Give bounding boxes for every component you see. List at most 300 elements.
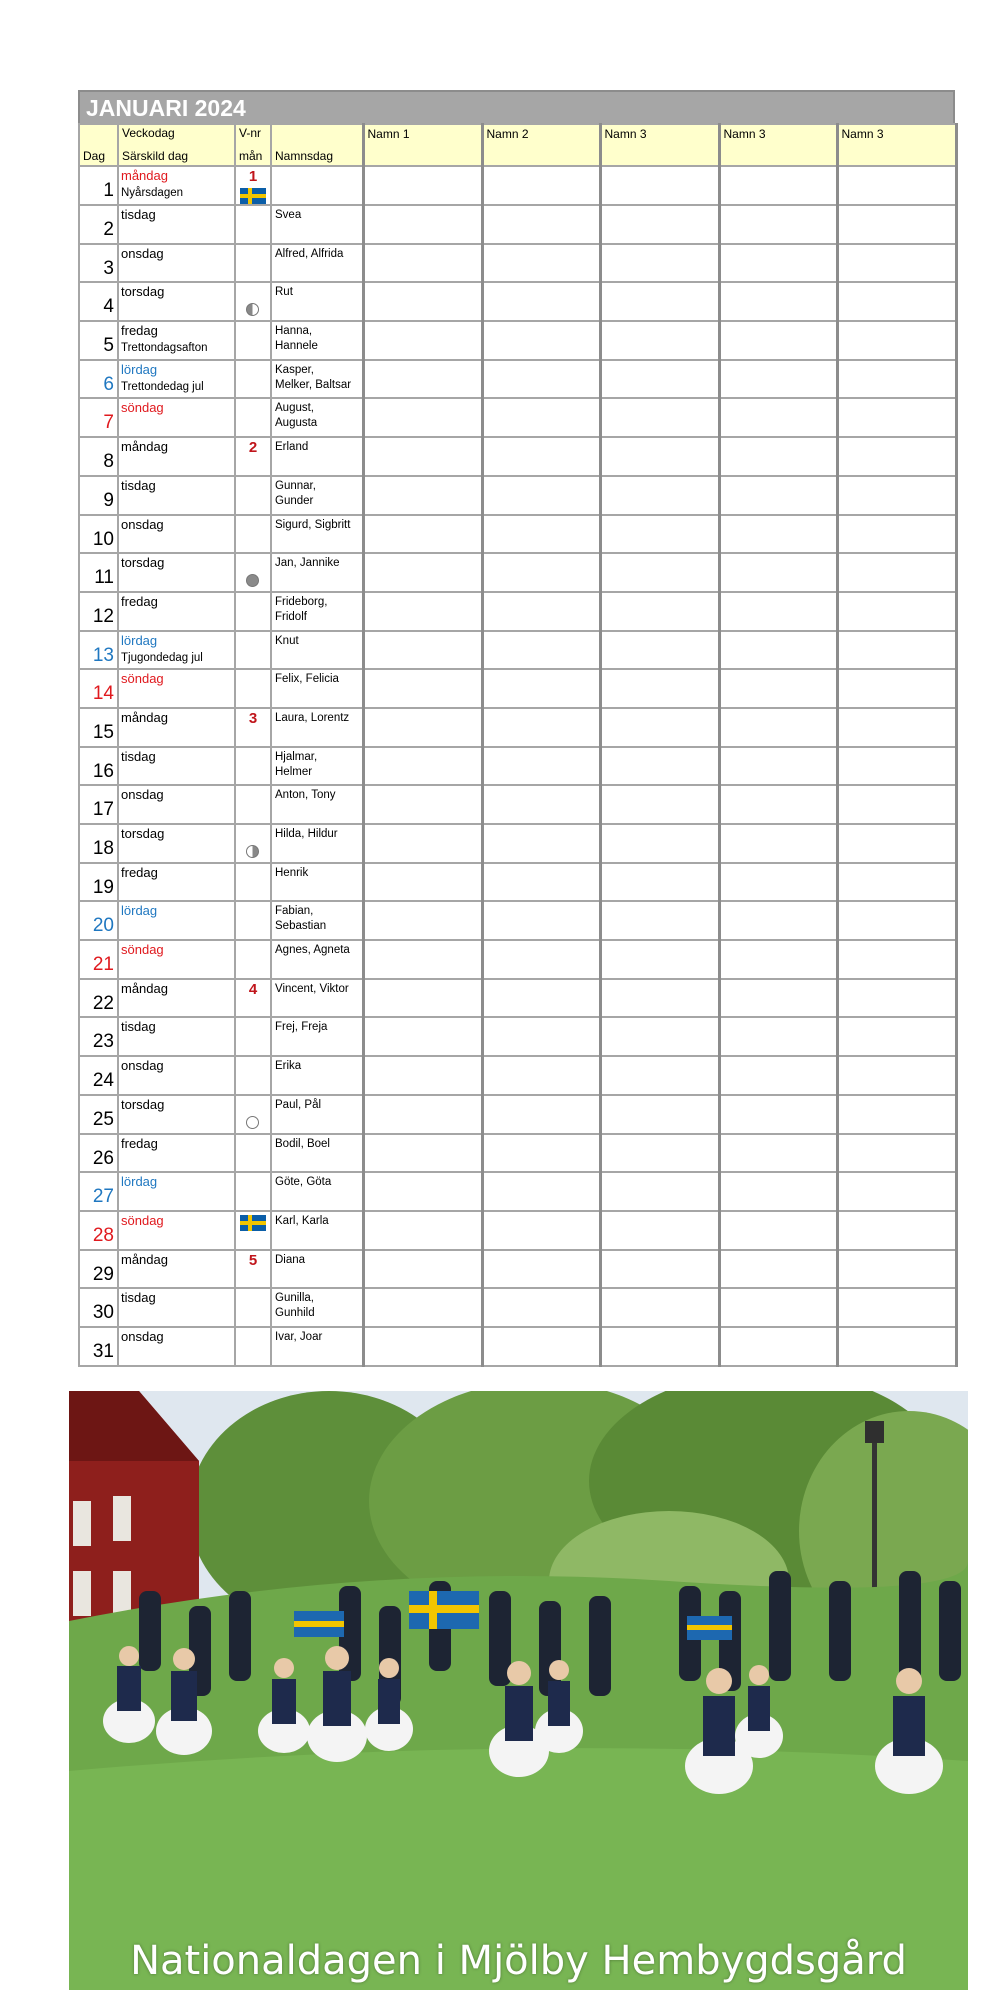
week-cell bbox=[235, 1211, 271, 1250]
name-3-cell[interactable] bbox=[600, 592, 719, 631]
name-3-cell[interactable] bbox=[600, 244, 719, 283]
name-4-cell[interactable] bbox=[719, 321, 837, 360]
name-4-cell[interactable] bbox=[719, 1134, 837, 1173]
special-day-label: Tjugondedag jul bbox=[121, 651, 203, 664]
day-number: 8 bbox=[103, 451, 114, 473]
day-row bbox=[79, 1172, 956, 1211]
week-cell bbox=[235, 1327, 271, 1366]
day-row bbox=[79, 1211, 956, 1250]
name-5-cell[interactable] bbox=[837, 166, 956, 205]
day-number-cell bbox=[79, 437, 118, 476]
weekday-cell bbox=[118, 708, 235, 747]
name-3-cell[interactable] bbox=[600, 437, 719, 476]
name-5-cell[interactable] bbox=[837, 1172, 956, 1211]
name-2-cell[interactable] bbox=[482, 282, 600, 321]
day-number-cell bbox=[79, 1134, 118, 1173]
name-3-cell[interactable] bbox=[600, 1017, 719, 1056]
day-number: 17 bbox=[92, 799, 114, 821]
name-3-cell[interactable] bbox=[600, 785, 719, 824]
nameday-label: Göte, Göta bbox=[275, 1176, 332, 1189]
nameday-label: Felix, Felicia bbox=[275, 673, 339, 686]
name-4-cell[interactable] bbox=[719, 747, 837, 786]
day-number-cell bbox=[79, 321, 118, 360]
name-2-cell[interactable] bbox=[482, 708, 600, 747]
week-number: 1 bbox=[248, 168, 258, 185]
name-2-cell[interactable] bbox=[482, 437, 600, 476]
name-4-cell[interactable] bbox=[719, 785, 837, 824]
week-cell bbox=[235, 747, 271, 786]
day-number: 9 bbox=[103, 489, 114, 511]
day-row bbox=[79, 824, 956, 863]
day-number-cell bbox=[79, 785, 118, 824]
name-4-cell[interactable] bbox=[719, 515, 837, 554]
name-1-cell[interactable] bbox=[363, 708, 482, 747]
weekday-label: lördag bbox=[121, 903, 158, 919]
day-row bbox=[79, 863, 956, 902]
name-1-cell[interactable] bbox=[363, 1250, 482, 1289]
day-number-cell bbox=[79, 166, 118, 205]
day-row bbox=[79, 785, 956, 824]
day-number: 11 bbox=[94, 567, 114, 589]
name-1-cell[interactable] bbox=[363, 1095, 482, 1134]
name-1-cell[interactable] bbox=[363, 785, 482, 824]
name-1-cell[interactable] bbox=[363, 1017, 482, 1056]
name-2-cell[interactable] bbox=[482, 824, 600, 863]
week-cell bbox=[235, 360, 271, 399]
name-3-cell[interactable] bbox=[600, 360, 719, 399]
nameday-label: Paul, Pål bbox=[275, 1098, 322, 1111]
name-1-cell[interactable] bbox=[363, 979, 482, 1018]
name-5-cell[interactable] bbox=[837, 747, 956, 786]
week-cell bbox=[235, 244, 271, 283]
name-3-cell[interactable] bbox=[600, 476, 719, 515]
weekday-label: söndag bbox=[121, 671, 164, 687]
nameday-cell bbox=[271, 901, 363, 940]
name-4-cell[interactable] bbox=[719, 1017, 837, 1056]
day-row bbox=[79, 669, 956, 708]
name-4-cell[interactable] bbox=[719, 360, 837, 399]
weekday-label: måndag bbox=[121, 980, 168, 996]
week-cell bbox=[235, 824, 271, 863]
name-5-cell[interactable] bbox=[837, 669, 956, 708]
nameday-label: Frej, Freja bbox=[275, 1021, 328, 1034]
name-1-cell[interactable] bbox=[363, 244, 482, 283]
nameday-cell bbox=[271, 1172, 363, 1211]
weekday-label: måndag bbox=[121, 168, 168, 183]
name-3-cell[interactable] bbox=[600, 1211, 719, 1250]
name-3-cell[interactable] bbox=[600, 1172, 719, 1211]
name-3-cell[interactable] bbox=[600, 1056, 719, 1095]
name-2-cell[interactable] bbox=[482, 205, 600, 244]
weekday-cell bbox=[118, 631, 235, 670]
name-3-cell[interactable] bbox=[600, 321, 719, 360]
weekday-cell bbox=[118, 669, 235, 708]
nameday-label: Agnes, Agneta bbox=[275, 944, 350, 957]
name-3-cell[interactable] bbox=[600, 901, 719, 940]
name-4-cell[interactable] bbox=[719, 205, 837, 244]
day-number-cell bbox=[79, 631, 118, 670]
name-1-cell[interactable] bbox=[363, 1211, 482, 1250]
day-number-cell bbox=[79, 592, 118, 631]
name-5-cell[interactable] bbox=[837, 1327, 956, 1366]
name-5-cell[interactable] bbox=[837, 282, 956, 321]
weekday-label: torsdag bbox=[121, 826, 165, 841]
name-2-cell[interactable] bbox=[482, 360, 600, 399]
name-2-cell[interactable] bbox=[482, 940, 600, 979]
name-1-cell[interactable] bbox=[363, 515, 482, 554]
name-3-cell[interactable] bbox=[600, 205, 719, 244]
name-1-cell[interactable] bbox=[363, 360, 482, 399]
weekday-cell bbox=[118, 1327, 235, 1366]
name-3-cell[interactable] bbox=[600, 940, 719, 979]
nameday-label: Alfred, Alfrida bbox=[275, 247, 344, 260]
day-row bbox=[79, 940, 956, 979]
week-number: 5 bbox=[248, 1251, 258, 1269]
name-3-cell[interactable] bbox=[600, 747, 719, 786]
name-5-cell[interactable] bbox=[837, 901, 956, 940]
name-2-cell[interactable] bbox=[482, 747, 600, 786]
swedish-flag-icon bbox=[240, 1215, 266, 1231]
name-5-cell[interactable] bbox=[837, 1056, 956, 1095]
name-3-cell[interactable] bbox=[600, 1288, 719, 1327]
name-2-cell[interactable] bbox=[482, 592, 600, 631]
day-number: 1 bbox=[103, 180, 114, 201]
weekday-cell bbox=[118, 437, 235, 476]
name-2-cell[interactable] bbox=[482, 244, 600, 283]
name-1-cell[interactable] bbox=[363, 437, 482, 476]
name-1-cell[interactable] bbox=[363, 631, 482, 670]
day-number: 19 bbox=[92, 876, 114, 898]
week-cell bbox=[235, 166, 271, 205]
name-5-cell[interactable] bbox=[837, 1017, 956, 1056]
day-number-cell bbox=[79, 747, 118, 786]
name-5-cell[interactable] bbox=[837, 1134, 956, 1173]
name-3-cell[interactable] bbox=[600, 166, 719, 205]
nameday-cell bbox=[271, 592, 363, 631]
nameday-label: August, Augusta bbox=[275, 402, 318, 430]
header-name-3: Namn 3 bbox=[600, 124, 719, 166]
calendar bbox=[78, 90, 955, 1367]
name-2-cell[interactable] bbox=[482, 1017, 600, 1056]
nameday-cell bbox=[271, 1095, 363, 1134]
week-cell bbox=[235, 282, 271, 321]
day-number-cell bbox=[79, 205, 118, 244]
weekday-label: söndag bbox=[121, 400, 164, 416]
nameday-cell bbox=[271, 476, 363, 515]
name-1-cell[interactable] bbox=[363, 1056, 482, 1095]
name-5-cell[interactable] bbox=[837, 1288, 956, 1327]
day-number: 16 bbox=[92, 760, 114, 782]
weekday-label: lördag bbox=[121, 1174, 158, 1190]
day-row bbox=[79, 1327, 956, 1366]
nameday-cell bbox=[271, 282, 363, 321]
name-4-cell[interactable] bbox=[719, 669, 837, 708]
week-cell bbox=[235, 940, 271, 979]
name-4-cell[interactable] bbox=[719, 901, 837, 940]
name-4-cell[interactable] bbox=[719, 979, 837, 1018]
weekday-label: torsdag bbox=[121, 555, 165, 571]
name-4-cell[interactable] bbox=[719, 244, 837, 283]
name-3-cell[interactable] bbox=[600, 515, 719, 554]
name-2-cell[interactable] bbox=[482, 515, 600, 554]
week-cell bbox=[235, 515, 271, 554]
name-1-cell[interactable] bbox=[363, 669, 482, 708]
name-4-cell[interactable] bbox=[719, 940, 837, 979]
week-cell bbox=[235, 476, 271, 515]
name-3-cell[interactable] bbox=[600, 863, 719, 902]
nameday-cell bbox=[271, 747, 363, 786]
name-3-cell[interactable] bbox=[600, 1250, 719, 1289]
weekday-cell bbox=[118, 1134, 235, 1173]
name-3-cell[interactable] bbox=[600, 669, 719, 708]
name-4-cell[interactable] bbox=[719, 1056, 837, 1095]
day-number: 26 bbox=[92, 1147, 114, 1169]
name-2-cell[interactable] bbox=[482, 1056, 600, 1095]
name-4-cell[interactable] bbox=[719, 1172, 837, 1211]
weekday-cell bbox=[118, 244, 235, 283]
name-5-cell[interactable] bbox=[837, 437, 956, 476]
nameday-label: Ivar, Joar bbox=[275, 1330, 323, 1343]
day-number: 22 bbox=[92, 992, 114, 1014]
header-name-5: Namn 3 bbox=[837, 124, 956, 166]
weekday-cell bbox=[118, 398, 235, 437]
name-4-cell[interactable] bbox=[719, 631, 837, 670]
day-number-cell bbox=[79, 398, 118, 437]
day-row bbox=[79, 1095, 956, 1134]
last-quarter-moon-icon bbox=[246, 303, 259, 316]
name-4-cell[interactable] bbox=[719, 166, 837, 205]
name-2-cell[interactable] bbox=[482, 979, 600, 1018]
name-3-cell[interactable] bbox=[600, 398, 719, 437]
nameday-cell bbox=[271, 1017, 363, 1056]
name-5-cell[interactable] bbox=[837, 940, 956, 979]
name-3-cell[interactable] bbox=[600, 1327, 719, 1366]
name-2-cell[interactable] bbox=[482, 321, 600, 360]
name-4-cell[interactable] bbox=[719, 1288, 837, 1327]
nameday-label: Rut bbox=[275, 286, 293, 299]
day-number-cell bbox=[79, 360, 118, 399]
week-cell bbox=[235, 708, 271, 747]
name-1-cell[interactable] bbox=[363, 166, 482, 205]
name-3-cell[interactable] bbox=[600, 708, 719, 747]
day-number: 10 bbox=[92, 528, 114, 550]
nameday-label: Jan, Jannike bbox=[275, 557, 340, 570]
week-cell bbox=[235, 1250, 271, 1289]
day-number: 2 bbox=[103, 219, 114, 240]
day-row bbox=[79, 282, 956, 321]
name-2-cell[interactable] bbox=[482, 785, 600, 824]
name-5-cell[interactable] bbox=[837, 708, 956, 747]
name-5-cell[interactable] bbox=[837, 592, 956, 631]
nameday-label: Gunnar, Gunder bbox=[275, 479, 316, 507]
name-1-cell[interactable] bbox=[363, 901, 482, 940]
name-2-cell[interactable] bbox=[482, 1172, 600, 1211]
name-1-cell[interactable] bbox=[363, 747, 482, 786]
name-1-cell[interactable] bbox=[363, 282, 482, 321]
name-2-cell[interactable] bbox=[482, 1211, 600, 1250]
name-5-cell[interactable] bbox=[837, 205, 956, 244]
nameday-label: Frideborg, Fridolf bbox=[275, 595, 328, 623]
name-4-cell[interactable] bbox=[719, 1250, 837, 1289]
name-1-cell[interactable] bbox=[363, 1327, 482, 1366]
name-2-cell[interactable] bbox=[482, 1288, 600, 1327]
name-1-cell[interactable] bbox=[363, 863, 482, 902]
name-5-cell[interactable] bbox=[837, 1095, 956, 1134]
name-5-cell[interactable] bbox=[837, 824, 956, 863]
nameday-cell bbox=[271, 708, 363, 747]
name-5-cell[interactable] bbox=[837, 398, 956, 437]
name-5-cell[interactable] bbox=[837, 476, 956, 515]
name-5-cell[interactable] bbox=[837, 360, 956, 399]
name-4-cell[interactable] bbox=[719, 863, 837, 902]
name-2-cell[interactable] bbox=[482, 476, 600, 515]
weekday-label: måndag bbox=[121, 1251, 168, 1267]
nameday-label: Hilda, Hildur bbox=[275, 828, 338, 840]
nameday-cell bbox=[271, 824, 363, 863]
name-1-cell[interactable] bbox=[363, 553, 482, 592]
header-namnsdag: Namnsdag bbox=[271, 124, 363, 166]
day-number-cell bbox=[79, 244, 118, 283]
name-5-cell[interactable] bbox=[837, 631, 956, 670]
weekday-label: onsdag bbox=[121, 516, 164, 532]
header-veckodag: Veckodag Särskild dag bbox=[118, 124, 235, 166]
day-number: 31 bbox=[92, 1340, 114, 1362]
name-4-cell[interactable] bbox=[719, 476, 837, 515]
name-3-cell[interactable] bbox=[600, 1134, 719, 1173]
name-2-cell[interactable] bbox=[482, 553, 600, 592]
name-2-cell[interactable] bbox=[482, 398, 600, 437]
name-4-cell[interactable] bbox=[719, 708, 837, 747]
name-4-cell[interactable] bbox=[719, 1211, 837, 1250]
nameday-label: Sigurd, Sigbritt bbox=[275, 518, 351, 531]
name-1-cell[interactable] bbox=[363, 592, 482, 631]
week-cell bbox=[235, 553, 271, 592]
name-4-cell[interactable] bbox=[719, 1327, 837, 1366]
weekday-label: onsdag bbox=[121, 1058, 164, 1074]
day-row bbox=[79, 592, 956, 631]
name-2-cell[interactable] bbox=[482, 1134, 600, 1173]
day-number: 3 bbox=[103, 257, 114, 279]
nameday-cell bbox=[271, 631, 363, 670]
name-3-cell[interactable] bbox=[600, 282, 719, 321]
name-4-cell[interactable] bbox=[719, 1095, 837, 1134]
name-1-cell[interactable] bbox=[363, 824, 482, 863]
nameday-cell bbox=[271, 1211, 363, 1250]
name-5-cell[interactable] bbox=[837, 979, 956, 1018]
weekday-label: torsdag bbox=[121, 284, 165, 300]
weekday-label: tisdag bbox=[121, 207, 156, 222]
header-row bbox=[79, 124, 956, 166]
week-cell bbox=[235, 1017, 271, 1056]
day-row bbox=[79, 321, 956, 360]
day-row bbox=[79, 205, 956, 244]
day-number: 20 bbox=[92, 915, 114, 937]
nameday-cell bbox=[271, 669, 363, 708]
name-3-cell[interactable] bbox=[600, 979, 719, 1018]
week-cell bbox=[235, 592, 271, 631]
name-5-cell[interactable] bbox=[837, 785, 956, 824]
name-5-cell[interactable] bbox=[837, 321, 956, 360]
day-row bbox=[79, 476, 956, 515]
name-3-cell[interactable] bbox=[600, 553, 719, 592]
nameday-cell bbox=[271, 863, 363, 902]
week-number: 4 bbox=[248, 980, 258, 998]
name-1-cell[interactable] bbox=[363, 1134, 482, 1173]
name-1-cell[interactable] bbox=[363, 476, 482, 515]
name-4-cell[interactable] bbox=[719, 437, 837, 476]
day-number: 21 bbox=[92, 954, 114, 976]
name-5-cell[interactable] bbox=[837, 1250, 956, 1289]
weekday-label: fredag bbox=[121, 1135, 158, 1151]
day-number: 5 bbox=[103, 335, 114, 357]
day-row bbox=[79, 1288, 956, 1327]
nameday-cell bbox=[271, 244, 363, 283]
name-5-cell[interactable] bbox=[837, 515, 956, 554]
name-5-cell[interactable] bbox=[837, 244, 956, 283]
weekday-label: söndag bbox=[121, 1212, 164, 1228]
day-number-cell bbox=[79, 708, 118, 747]
week-cell bbox=[235, 1288, 271, 1327]
nameday-cell bbox=[271, 1056, 363, 1095]
nameday-cell bbox=[271, 398, 363, 437]
name-1-cell[interactable] bbox=[363, 205, 482, 244]
name-5-cell[interactable] bbox=[837, 1211, 956, 1250]
weekday-cell bbox=[118, 515, 235, 554]
name-4-cell[interactable] bbox=[719, 592, 837, 631]
name-2-cell[interactable] bbox=[482, 901, 600, 940]
weekday-label: onsdag bbox=[121, 1328, 164, 1344]
name-1-cell[interactable] bbox=[363, 1172, 482, 1211]
day-number: 23 bbox=[92, 1031, 114, 1053]
nameday-label: Knut bbox=[275, 634, 299, 647]
swedish-flag-icon bbox=[240, 188, 266, 204]
name-1-cell[interactable] bbox=[363, 1288, 482, 1327]
name-5-cell[interactable] bbox=[837, 863, 956, 902]
weekday-label: torsdag bbox=[121, 1096, 165, 1112]
name-2-cell[interactable] bbox=[482, 1250, 600, 1289]
day-row bbox=[79, 979, 956, 1018]
name-1-cell[interactable] bbox=[363, 398, 482, 437]
name-2-cell[interactable] bbox=[482, 1327, 600, 1366]
day-row bbox=[79, 437, 956, 476]
name-3-cell[interactable] bbox=[600, 1095, 719, 1134]
day-row bbox=[79, 553, 956, 592]
header-name-1: Namn 1 bbox=[363, 124, 482, 166]
name-1-cell[interactable] bbox=[363, 321, 482, 360]
name-4-cell[interactable] bbox=[719, 824, 837, 863]
name-3-cell[interactable] bbox=[600, 631, 719, 670]
nameday-label: Erland bbox=[275, 441, 309, 454]
name-3-cell[interactable] bbox=[600, 824, 719, 863]
nameday-label: Vincent, Viktor bbox=[275, 982, 349, 995]
name-1-cell[interactable] bbox=[363, 940, 482, 979]
name-2-cell[interactable] bbox=[482, 1095, 600, 1134]
name-4-cell[interactable] bbox=[719, 553, 837, 592]
name-2-cell[interactable] bbox=[482, 669, 600, 708]
name-2-cell[interactable] bbox=[482, 166, 600, 205]
name-2-cell[interactable] bbox=[482, 863, 600, 902]
weekday-cell bbox=[118, 1056, 235, 1095]
name-4-cell[interactable] bbox=[719, 282, 837, 321]
photo-caption: Nationaldagen i Mjölby Hembygdsgård bbox=[130, 1938, 907, 1984]
name-5-cell[interactable] bbox=[837, 553, 956, 592]
day-number-cell bbox=[79, 863, 118, 902]
weekday-cell bbox=[118, 166, 235, 205]
name-2-cell[interactable] bbox=[482, 631, 600, 670]
day-number-cell bbox=[79, 282, 118, 321]
day-number: 15 bbox=[92, 721, 114, 743]
name-4-cell[interactable] bbox=[719, 398, 837, 437]
